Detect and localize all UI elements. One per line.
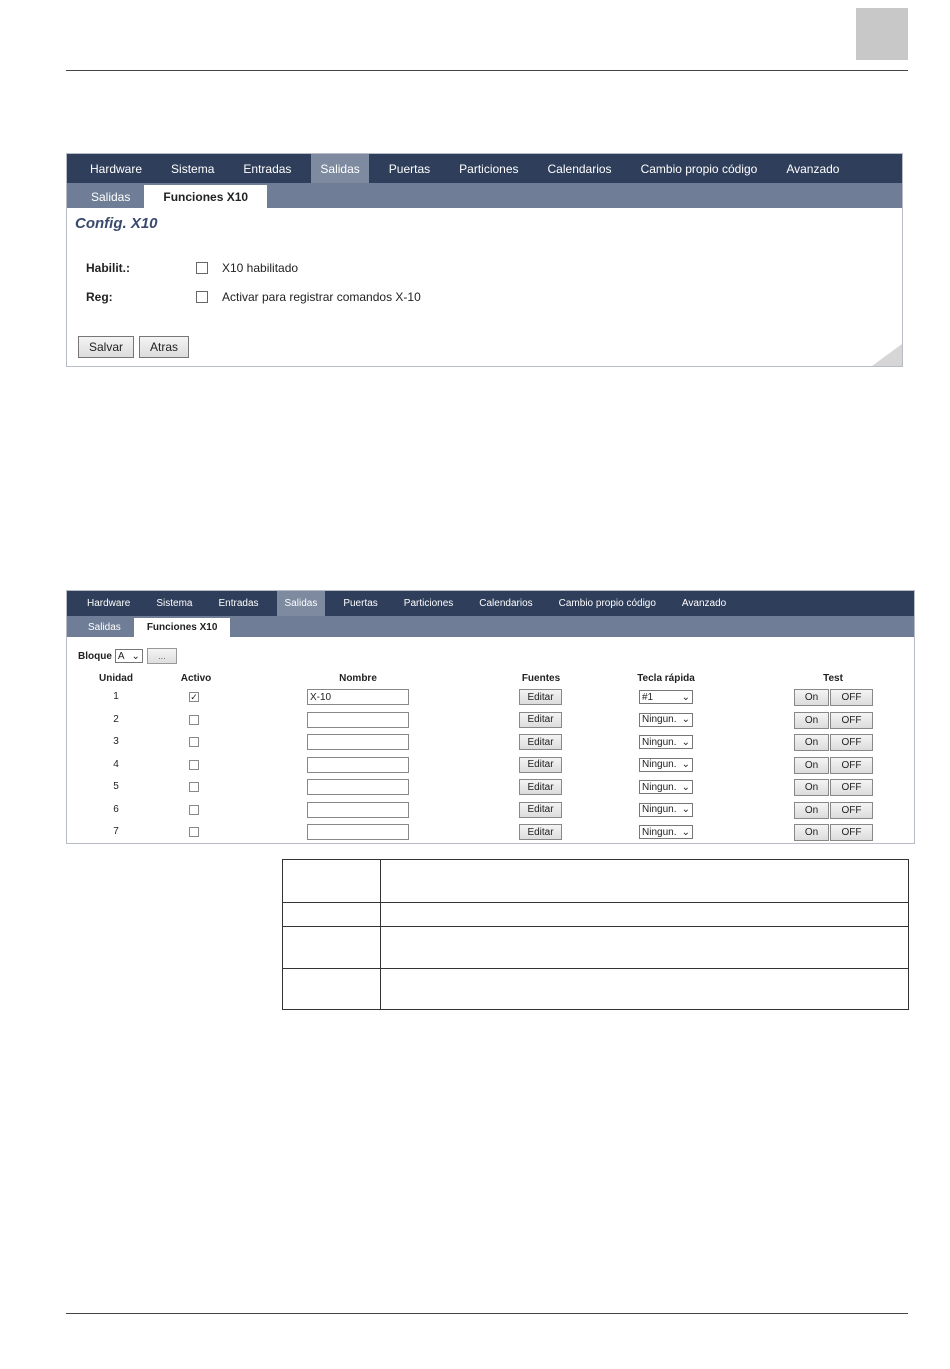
table-row: [283, 927, 909, 969]
table-row: [283, 860, 909, 903]
hotkey-select[interactable]: [639, 780, 693, 794]
nav-tab-avanzado[interactable]: Avanzado: [681, 598, 727, 609]
active-checkbox[interactable]: [189, 737, 199, 747]
nav-tab-hardware[interactable]: Hardware: [90, 161, 143, 176]
hotkey-select[interactable]: [639, 690, 693, 704]
nav-tab-puertas[interactable]: Puertas: [343, 598, 378, 609]
hotkey-value: Ningun.: [642, 736, 677, 748]
test-off-button[interactable]: OFF: [830, 779, 873, 796]
table-cell: [381, 860, 909, 903]
test-on-button[interactable]: On: [794, 802, 829, 819]
test-off-button[interactable]: OFF: [830, 712, 873, 729]
nav-tab-particiones[interactable]: Particiones: [403, 598, 454, 609]
nav-tab-cambio-codigo[interactable]: Cambio propio código: [640, 161, 758, 176]
nav-tab-sistema[interactable]: Sistema: [156, 598, 193, 609]
test-off-button[interactable]: OFF: [830, 824, 873, 841]
chevron-down-icon: ⌄: [131, 650, 140, 662]
col-header-test: Test: [823, 673, 843, 684]
col-header-fuentes: Fuentes: [521, 673, 561, 684]
hotkey-value: Ningun.: [642, 781, 677, 793]
save-button[interactable]: Salvar: [78, 336, 134, 358]
active-checkbox[interactable]: [189, 715, 199, 725]
unit-number: 4: [113, 758, 119, 770]
test-on-button[interactable]: On: [794, 689, 829, 706]
active-checkbox[interactable]: [189, 782, 199, 792]
table-cell: [283, 903, 381, 927]
col-header-unidad: Unidad: [99, 673, 133, 684]
bloque-more-button[interactable]: ...: [147, 648, 177, 664]
hotkey-select[interactable]: [639, 758, 693, 772]
test-on-button[interactable]: On: [794, 712, 829, 729]
test-off-button[interactable]: OFF: [830, 689, 873, 706]
nav-tab-sistema[interactable]: Sistema: [171, 161, 215, 176]
table-cell: [381, 969, 909, 1010]
nav-tab-avanzado[interactable]: Avanzado: [786, 161, 840, 176]
main-nav: [67, 591, 914, 616]
col-header-tecla: Tecla rápida: [637, 673, 695, 684]
chevron-down-icon: ⌄: [681, 759, 690, 770]
col-header-activo: Activo: [180, 673, 212, 684]
nav-tab-entradas[interactable]: Entradas: [218, 598, 259, 609]
subtab-funciones-x10[interactable]: Funciones X10: [134, 618, 231, 637]
chevron-down-icon: ⌄: [681, 736, 690, 748]
chevron-down-icon: ⌄: [681, 691, 690, 703]
checkbox-text: Activar para registrar comandos X-10: [222, 290, 421, 304]
unit-number: 3: [113, 736, 119, 747]
test-off-button[interactable]: OFF: [830, 734, 873, 751]
hotkey-value: Ningun.: [642, 804, 677, 815]
unit-number: 5: [113, 781, 119, 792]
chevron-down-icon: ⌄: [681, 804, 690, 815]
name-input[interactable]: [307, 712, 409, 728]
hotkey-value: #1: [642, 691, 654, 703]
name-input[interactable]: [307, 824, 409, 840]
nav-tab-hardware[interactable]: Hardware: [87, 598, 131, 609]
nav-tab-calendarios[interactable]: Calendarios: [547, 161, 612, 176]
nav-tab-calendarios[interactable]: Calendarios: [479, 598, 533, 609]
x10-config-panel: [66, 153, 903, 367]
active-checkbox[interactable]: [189, 827, 199, 837]
hotkey-value: Ningun.: [642, 714, 677, 725]
edit-button[interactable]: Editar: [519, 757, 562, 773]
nav-tab-salidas[interactable]: Salidas: [311, 154, 368, 183]
nav-tab-puertas[interactable]: Puertas: [388, 161, 431, 176]
edit-button[interactable]: Editar: [519, 712, 562, 728]
edit-button[interactable]: Editar: [519, 779, 562, 795]
field-reg: [86, 290, 421, 304]
sub-nav: [67, 183, 902, 208]
table-cell: [283, 969, 381, 1010]
unit-number: 7: [113, 826, 119, 837]
x10-units-panel: [66, 590, 915, 844]
hotkey-select[interactable]: [639, 803, 693, 817]
unit-number: 1: [113, 691, 119, 702]
field-label: Reg:: [86, 290, 113, 304]
nav-tab-entradas[interactable]: Entradas: [243, 161, 292, 176]
checkbox-text: X10 habilitado: [222, 261, 299, 275]
table-cell: [381, 903, 909, 927]
name-input[interactable]: [307, 802, 409, 818]
subtab-funciones-x10[interactable]: Funciones X10: [144, 185, 267, 208]
nav-tab-salidas[interactable]: Salidas: [277, 591, 326, 616]
hotkey-value: Ningun.: [642, 759, 677, 770]
col-header-nombre: Nombre: [339, 673, 377, 684]
edit-button[interactable]: Editar: [519, 689, 562, 705]
hotkey-value: Ningun.: [642, 826, 677, 838]
nav-tab-cambio-codigo[interactable]: Cambio propio código: [558, 598, 656, 609]
test-on-button[interactable]: On: [794, 824, 829, 841]
table-cell: [283, 927, 381, 969]
test-on-button[interactable]: On: [794, 757, 829, 774]
test-off-button[interactable]: OFF: [830, 802, 873, 819]
table-row: [283, 969, 909, 1010]
name-input[interactable]: [307, 689, 409, 705]
main-nav: [67, 154, 902, 183]
name-input[interactable]: [307, 734, 409, 750]
subtab-salidas[interactable]: Salidas: [88, 622, 121, 633]
bloque-label: Bloque: [78, 650, 112, 662]
hotkey-select[interactable]: [639, 735, 693, 749]
name-input[interactable]: [307, 779, 409, 795]
table-cell: [381, 927, 909, 969]
subtab-salidas[interactable]: Salidas: [91, 190, 131, 204]
edit-button[interactable]: Editar: [519, 802, 562, 818]
back-button[interactable]: Atras: [139, 336, 189, 358]
active-checkbox[interactable]: [189, 692, 199, 702]
resize-handle[interactable]: [872, 344, 902, 366]
reference-table: [282, 859, 909, 1010]
bloque-select[interactable]: [115, 649, 143, 663]
test-on-button[interactable]: On: [794, 734, 829, 751]
hotkey-select[interactable]: [639, 713, 693, 727]
field-label: Habilit.:: [86, 261, 130, 275]
field-habilit: [86, 261, 298, 275]
edit-button[interactable]: Editar: [519, 824, 562, 840]
bloque-value: A: [117, 650, 125, 662]
name-input[interactable]: [307, 757, 409, 773]
bloque-selector: [78, 648, 177, 664]
test-on-button[interactable]: On: [794, 779, 829, 796]
active-checkbox[interactable]: [189, 805, 199, 815]
hotkey-select[interactable]: [639, 825, 693, 839]
table-cell: [283, 860, 381, 903]
header-rule: [66, 70, 908, 71]
chevron-down-icon: ⌄: [681, 781, 690, 793]
chevron-down-icon: ⌄: [681, 714, 690, 725]
page-corner-marker: [856, 8, 908, 60]
nav-tab-particiones[interactable]: Particiones: [459, 161, 519, 176]
check-icon: ✓: [190, 692, 198, 702]
edit-button[interactable]: Editar: [519, 734, 562, 750]
sub-nav: [67, 616, 914, 637]
x10-log-checkbox[interactable]: [196, 291, 208, 303]
chevron-down-icon: ⌄: [681, 826, 690, 838]
name-value: X-10: [310, 691, 332, 703]
x10-enabled-checkbox[interactable]: [196, 262, 208, 274]
unit-number: 2: [113, 713, 119, 725]
unit-number: 6: [113, 803, 119, 815]
table-row: [283, 903, 909, 927]
test-off-button[interactable]: OFF: [830, 757, 873, 774]
active-checkbox[interactable]: [189, 760, 199, 770]
page-title: Config. X10: [75, 215, 158, 232]
footer-rule: [66, 1313, 908, 1314]
